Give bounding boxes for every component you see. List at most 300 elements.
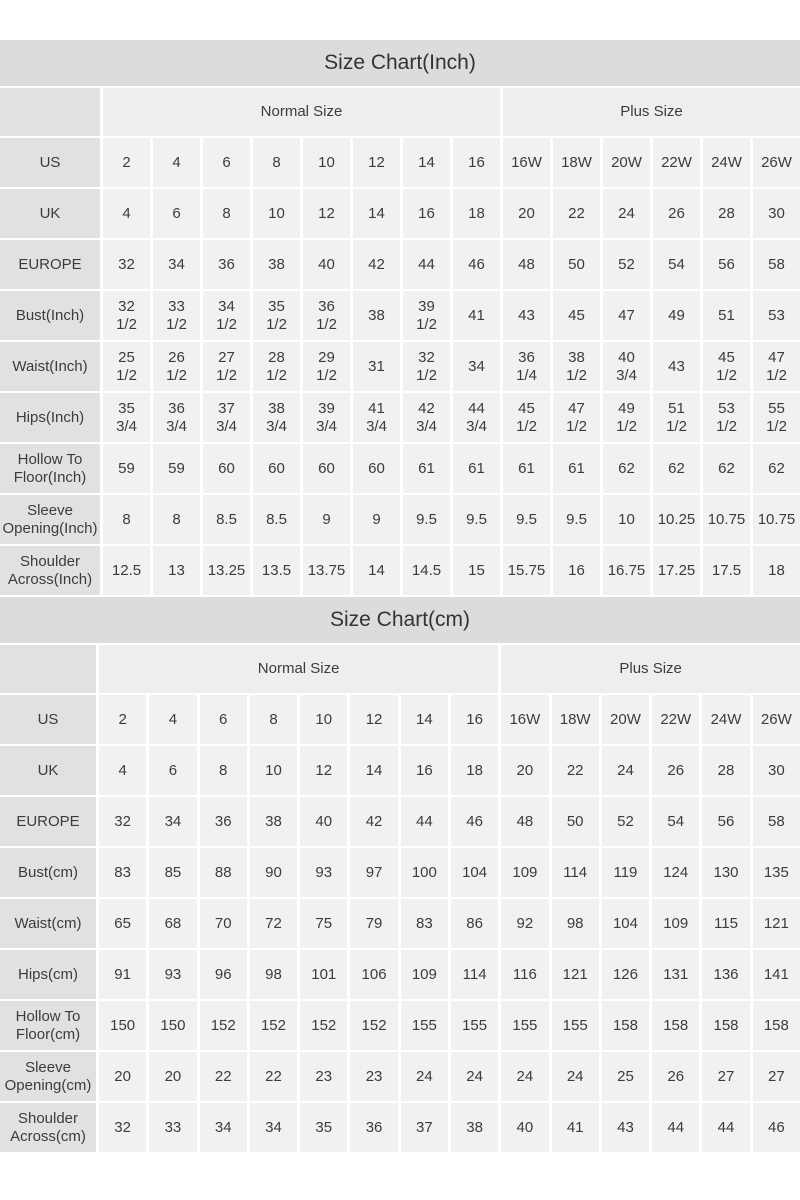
size-cell: 62: [753, 444, 800, 493]
size-cell: 45: [553, 291, 600, 340]
size-cell: 106: [350, 950, 397, 999]
size-cell: 4: [99, 746, 146, 795]
row-label: EUROPE: [0, 797, 96, 846]
size-cell: 20: [503, 189, 550, 238]
size-cell: 18W: [553, 138, 600, 187]
size-cell: 40: [300, 797, 347, 846]
size-cell: 90: [250, 848, 297, 897]
column-group-row: [0, 645, 800, 693]
size-cell: 62: [603, 444, 650, 493]
size-cell: 59: [153, 444, 200, 493]
size-cell: 61: [403, 444, 450, 493]
size-chart-cm-section: [0, 597, 800, 1154]
size-cell: 52: [602, 797, 649, 846]
size-cell: 43: [602, 1103, 649, 1152]
size-cell: 28: [703, 189, 750, 238]
size-cell: 20: [99, 1052, 146, 1101]
size-cell: 9: [303, 495, 350, 544]
size-cell: 8: [103, 495, 150, 544]
table-row: [0, 546, 800, 595]
size-cell: 135: [753, 848, 800, 897]
size-cell: 10: [300, 695, 347, 744]
size-cell: 35 1/2: [253, 291, 300, 340]
size-cell: 43: [503, 291, 550, 340]
size-cell: 38: [250, 797, 297, 846]
size-cell: 158: [702, 1001, 749, 1050]
size-cell: 62: [653, 444, 700, 493]
size-cell: 10: [253, 189, 300, 238]
size-cell: 40: [501, 1103, 548, 1152]
size-cell: 36: [350, 1103, 397, 1152]
size-cell: 14: [401, 695, 448, 744]
table-row: [0, 1052, 800, 1101]
size-cell: 20: [149, 1052, 196, 1101]
size-cell: 158: [602, 1001, 649, 1050]
size-cell: 83: [99, 848, 146, 897]
size-cell: 9.5: [503, 495, 550, 544]
table-row: [0, 695, 800, 744]
size-cell: 37 3/4: [203, 393, 250, 442]
size-cell: 30: [753, 189, 800, 238]
size-cell: 56: [703, 240, 750, 289]
table-row: [0, 1001, 800, 1050]
row-label: US: [0, 138, 100, 187]
size-cell: 49 1/2: [603, 393, 650, 442]
size-cell: 22: [552, 746, 599, 795]
size-cell: 88: [200, 848, 247, 897]
size-cell: 9.5: [453, 495, 500, 544]
size-cell: 20W: [603, 138, 650, 187]
size-cell: 24: [552, 1052, 599, 1101]
size-cell: 54: [652, 797, 699, 846]
size-cell: 42: [353, 240, 400, 289]
size-cell: 32: [99, 797, 146, 846]
size-cell: 22: [553, 189, 600, 238]
size-cell: 70: [200, 899, 247, 948]
size-cell: 38: [253, 240, 300, 289]
size-cell: 114: [552, 848, 599, 897]
size-cell: 53: [753, 291, 800, 340]
size-cell: 22: [200, 1052, 247, 1101]
size-cell: 10.75: [703, 495, 750, 544]
size-cell: 72: [250, 899, 297, 948]
size-cell: 36 1/2: [303, 291, 350, 340]
row-label: Hips(Inch): [0, 393, 100, 442]
table-row: [0, 495, 800, 544]
size-cell: 12: [303, 189, 350, 238]
size-cell: 14: [353, 189, 400, 238]
size-cell: 16W: [503, 138, 550, 187]
size-cell: 96: [200, 950, 247, 999]
row-label: Bust(cm): [0, 848, 96, 897]
size-cell: 38 1/2: [553, 342, 600, 391]
size-cell: 18: [453, 189, 500, 238]
size-cell: 60: [203, 444, 250, 493]
size-cell: 9.5: [553, 495, 600, 544]
size-cell: 61: [553, 444, 600, 493]
size-cell: 8: [153, 495, 200, 544]
row-label: UK: [0, 746, 96, 795]
size-cell: 44 3/4: [453, 393, 500, 442]
size-cell: 16.75: [603, 546, 650, 595]
size-cell: 24: [401, 1052, 448, 1101]
size-cell: 24: [501, 1052, 548, 1101]
size-cell: 136: [702, 950, 749, 999]
size-cell: 18: [451, 746, 498, 795]
size-cell: 25: [602, 1052, 649, 1101]
size-cell: 101: [300, 950, 347, 999]
size-cell: 34: [153, 240, 200, 289]
size-cell: 24: [451, 1052, 498, 1101]
size-cell: 119: [602, 848, 649, 897]
size-cell: 46: [453, 240, 500, 289]
size-cell: 36 1/4: [503, 342, 550, 391]
size-cell: 2: [99, 695, 146, 744]
size-cell: 44: [702, 1103, 749, 1152]
row-label: Sleeve Opening(cm): [0, 1052, 96, 1101]
size-cell: 25 1/2: [103, 342, 150, 391]
size-cell: 45 1/2: [703, 342, 750, 391]
size-cell: 10.25: [653, 495, 700, 544]
size-cell: 24: [603, 189, 650, 238]
size-cell: 75: [300, 899, 347, 948]
size-cell: 24: [602, 746, 649, 795]
size-cell: 150: [99, 1001, 146, 1050]
size-cell: 8.5: [203, 495, 250, 544]
size-cell: 16: [453, 138, 500, 187]
size-cell: 38: [451, 1103, 498, 1152]
size-cell: 16: [553, 546, 600, 595]
row-label: Sleeve Opening(Inch): [0, 495, 100, 544]
size-cell: 51: [703, 291, 750, 340]
size-cell: 24W: [702, 695, 749, 744]
size-cell: 12: [300, 746, 347, 795]
size-cell: 109: [652, 899, 699, 948]
table-row: [0, 342, 800, 391]
row-label: US: [0, 695, 96, 744]
size-cell: 10.75: [753, 495, 800, 544]
row-label: Shoulder Across(Inch): [0, 546, 100, 595]
chart-title-cm: Size Chart(cm): [0, 597, 800, 643]
corner-cell: [0, 88, 100, 136]
size-cell: 33: [149, 1103, 196, 1152]
size-cell: 56: [702, 797, 749, 846]
size-cell: 41: [552, 1103, 599, 1152]
size-cell: 13.5: [253, 546, 300, 595]
size-cell: 15.75: [503, 546, 550, 595]
size-cell: 48: [501, 797, 548, 846]
size-cell: 18: [753, 546, 800, 595]
size-cell: 60: [353, 444, 400, 493]
table-row: [0, 1103, 800, 1152]
size-cell: 41: [453, 291, 500, 340]
table-row: [0, 189, 800, 238]
table-row: [0, 138, 800, 187]
size-cell: 8: [250, 695, 297, 744]
size-cell: 60: [253, 444, 300, 493]
size-cell: 155: [501, 1001, 548, 1050]
size-cell: 12: [353, 138, 400, 187]
size-cell: 109: [401, 950, 448, 999]
size-cell: 42 3/4: [403, 393, 450, 442]
size-cell: 8: [253, 138, 300, 187]
column-group-header: Normal Size: [99, 645, 498, 693]
size-cell: 24W: [703, 138, 750, 187]
size-cell: 60: [303, 444, 350, 493]
size-cell: 48: [503, 240, 550, 289]
size-cell: 22: [250, 1052, 297, 1101]
size-cell: 38 3/4: [253, 393, 300, 442]
size-cell: 91: [99, 950, 146, 999]
size-cell: 39 1/2: [403, 291, 450, 340]
size-cell: 114: [451, 950, 498, 999]
size-cell: 49: [653, 291, 700, 340]
size-cell: 109: [501, 848, 548, 897]
size-cell: 2: [103, 138, 150, 187]
size-cell: 14: [350, 746, 397, 795]
size-table-inch: [0, 86, 800, 597]
size-chart-inch-section: [0, 40, 800, 597]
size-cell: 100: [401, 848, 448, 897]
size-cell: 40 3/4: [603, 342, 650, 391]
size-cell: 68: [149, 899, 196, 948]
size-cell: 16: [403, 189, 450, 238]
size-cell: 104: [451, 848, 498, 897]
column-group-header: Normal Size: [103, 88, 500, 136]
size-cell: 34: [200, 1103, 247, 1152]
size-cell: 16: [451, 695, 498, 744]
size-cell: 4: [153, 138, 200, 187]
row-label: Shoulder Across(cm): [0, 1103, 96, 1152]
size-cell: 8.5: [253, 495, 300, 544]
table-row: [0, 746, 800, 795]
size-cell: 121: [552, 950, 599, 999]
size-cell: 93: [300, 848, 347, 897]
column-group-header: Plus Size: [503, 88, 800, 136]
size-cell: 6: [203, 138, 250, 187]
size-cell: 40: [303, 240, 350, 289]
size-cell: 30: [753, 746, 800, 795]
size-cell: 79: [350, 899, 397, 948]
size-cell: 98: [552, 899, 599, 948]
size-cell: 14.5: [403, 546, 450, 595]
size-cell: 39 3/4: [303, 393, 350, 442]
size-cell: 47: [603, 291, 650, 340]
size-cell: 53 1/2: [703, 393, 750, 442]
row-label: Hollow To Floor(Inch): [0, 444, 100, 493]
size-cell: 97: [350, 848, 397, 897]
size-cell: 121: [753, 899, 800, 948]
size-cell: 27: [753, 1052, 800, 1101]
size-cell: 34: [453, 342, 500, 391]
size-cell: 34: [250, 1103, 297, 1152]
size-cell: 23: [350, 1052, 397, 1101]
size-cell: 152: [250, 1001, 297, 1050]
size-cell: 23: [300, 1052, 347, 1101]
size-cell: 26: [652, 746, 699, 795]
size-cell: 15: [453, 546, 500, 595]
size-cell: 152: [350, 1001, 397, 1050]
size-cell: 32: [99, 1103, 146, 1152]
column-group-row: [0, 88, 800, 136]
size-cell: 158: [652, 1001, 699, 1050]
table-row: [0, 393, 800, 442]
size-cell: 14: [403, 138, 450, 187]
size-cell: 47 1/2: [553, 393, 600, 442]
row-label: Hips(cm): [0, 950, 96, 999]
size-cell: 26W: [753, 695, 800, 744]
size-cell: 31: [353, 342, 400, 391]
size-cell: 29 1/2: [303, 342, 350, 391]
size-cell: 150: [149, 1001, 196, 1050]
row-label: Waist(cm): [0, 899, 96, 948]
size-cell: 155: [401, 1001, 448, 1050]
size-cell: 18W: [552, 695, 599, 744]
size-cell: 44: [403, 240, 450, 289]
size-cell: 26 1/2: [153, 342, 200, 391]
size-cell: 86: [451, 899, 498, 948]
size-cell: 37: [401, 1103, 448, 1152]
size-cell: 62: [703, 444, 750, 493]
size-cell: 22W: [652, 695, 699, 744]
size-cell: 141: [753, 950, 800, 999]
size-cell: 6: [149, 746, 196, 795]
table-row: [0, 950, 800, 999]
size-cell: 52: [603, 240, 650, 289]
size-cell: 46: [451, 797, 498, 846]
size-cell: 50: [553, 240, 600, 289]
size-cell: 93: [149, 950, 196, 999]
size-cell: 92: [501, 899, 548, 948]
size-cell: 42: [350, 797, 397, 846]
size-cell: 152: [200, 1001, 247, 1050]
size-cell: 43: [653, 342, 700, 391]
size-cell: 35: [300, 1103, 347, 1152]
size-cell: 50: [552, 797, 599, 846]
size-cell: 34: [149, 797, 196, 846]
size-cell: 6: [153, 189, 200, 238]
size-cell: 116: [501, 950, 548, 999]
size-cell: 36 3/4: [153, 393, 200, 442]
size-cell: 8: [200, 746, 247, 795]
size-cell: 124: [652, 848, 699, 897]
size-cell: 83: [401, 899, 448, 948]
size-cell: 20W: [602, 695, 649, 744]
size-cell: 8: [203, 189, 250, 238]
size-cell: 44: [401, 797, 448, 846]
size-cell: 22W: [653, 138, 700, 187]
size-cell: 41 3/4: [353, 393, 400, 442]
size-cell: 9.5: [403, 495, 450, 544]
size-cell: 13.25: [203, 546, 250, 595]
size-cell: 4: [103, 189, 150, 238]
size-cell: 32: [103, 240, 150, 289]
size-cell: 36: [203, 240, 250, 289]
size-cell: 158: [753, 1001, 800, 1050]
table-row: [0, 797, 800, 846]
column-group-header: Plus Size: [501, 645, 800, 693]
size-table-cm: [0, 643, 800, 1154]
table-row: [0, 240, 800, 289]
size-cell: 12: [350, 695, 397, 744]
table-row: [0, 291, 800, 340]
size-cell: 33 1/2: [153, 291, 200, 340]
size-cell: 6: [200, 695, 247, 744]
size-cell: 20: [501, 746, 548, 795]
corner-cell: [0, 645, 96, 693]
size-cell: 65: [99, 899, 146, 948]
size-cell: 10: [603, 495, 650, 544]
size-cell: 130: [702, 848, 749, 897]
size-cell: 85: [149, 848, 196, 897]
size-cell: 126: [602, 950, 649, 999]
size-cell: 27: [702, 1052, 749, 1101]
size-cell: 59: [103, 444, 150, 493]
size-cell: 17.25: [653, 546, 700, 595]
row-label: Bust(Inch): [0, 291, 100, 340]
size-cell: 61: [453, 444, 500, 493]
size-cell: 26: [653, 189, 700, 238]
size-cell: 34 1/2: [203, 291, 250, 340]
size-cell: 36: [200, 797, 247, 846]
size-cell: 28: [702, 746, 749, 795]
size-cell: 115: [702, 899, 749, 948]
size-cell: 58: [753, 240, 800, 289]
size-cell: 17.5: [703, 546, 750, 595]
row-label: Hollow To Floor(cm): [0, 1001, 96, 1050]
size-cell: 12.5: [103, 546, 150, 595]
size-cell: 35 3/4: [103, 393, 150, 442]
size-cell: 61: [503, 444, 550, 493]
size-cell: 28 1/2: [253, 342, 300, 391]
size-cell: 47 1/2: [753, 342, 800, 391]
size-cell: 155: [451, 1001, 498, 1050]
row-label: UK: [0, 189, 100, 238]
size-cell: 55 1/2: [753, 393, 800, 442]
size-cell: 44: [652, 1103, 699, 1152]
size-cell: 27 1/2: [203, 342, 250, 391]
size-cell: 98: [250, 950, 297, 999]
table-row: [0, 444, 800, 493]
size-cell: 32 1/2: [403, 342, 450, 391]
size-cell: 16W: [501, 695, 548, 744]
table-row: [0, 899, 800, 948]
size-cell: 51 1/2: [653, 393, 700, 442]
size-cell: 13: [153, 546, 200, 595]
size-cell: 13.75: [303, 546, 350, 595]
size-cell: 4: [149, 695, 196, 744]
table-row: [0, 848, 800, 897]
size-cell: 104: [602, 899, 649, 948]
row-label: EUROPE: [0, 240, 100, 289]
size-cell: 54: [653, 240, 700, 289]
size-cell: 46: [753, 1103, 800, 1152]
size-cell: 10: [303, 138, 350, 187]
size-cell: 131: [652, 950, 699, 999]
size-cell: 16: [401, 746, 448, 795]
size-cell: 26: [652, 1052, 699, 1101]
size-cell: 10: [250, 746, 297, 795]
size-cell: 152: [300, 1001, 347, 1050]
size-cell: 14: [353, 546, 400, 595]
size-cell: 45 1/2: [503, 393, 550, 442]
size-cell: 155: [552, 1001, 599, 1050]
size-cell: 26W: [753, 138, 800, 187]
chart-title-inch: Size Chart(Inch): [0, 40, 800, 86]
row-label: Waist(Inch): [0, 342, 100, 391]
size-cell: 9: [353, 495, 400, 544]
size-cell: 38: [353, 291, 400, 340]
